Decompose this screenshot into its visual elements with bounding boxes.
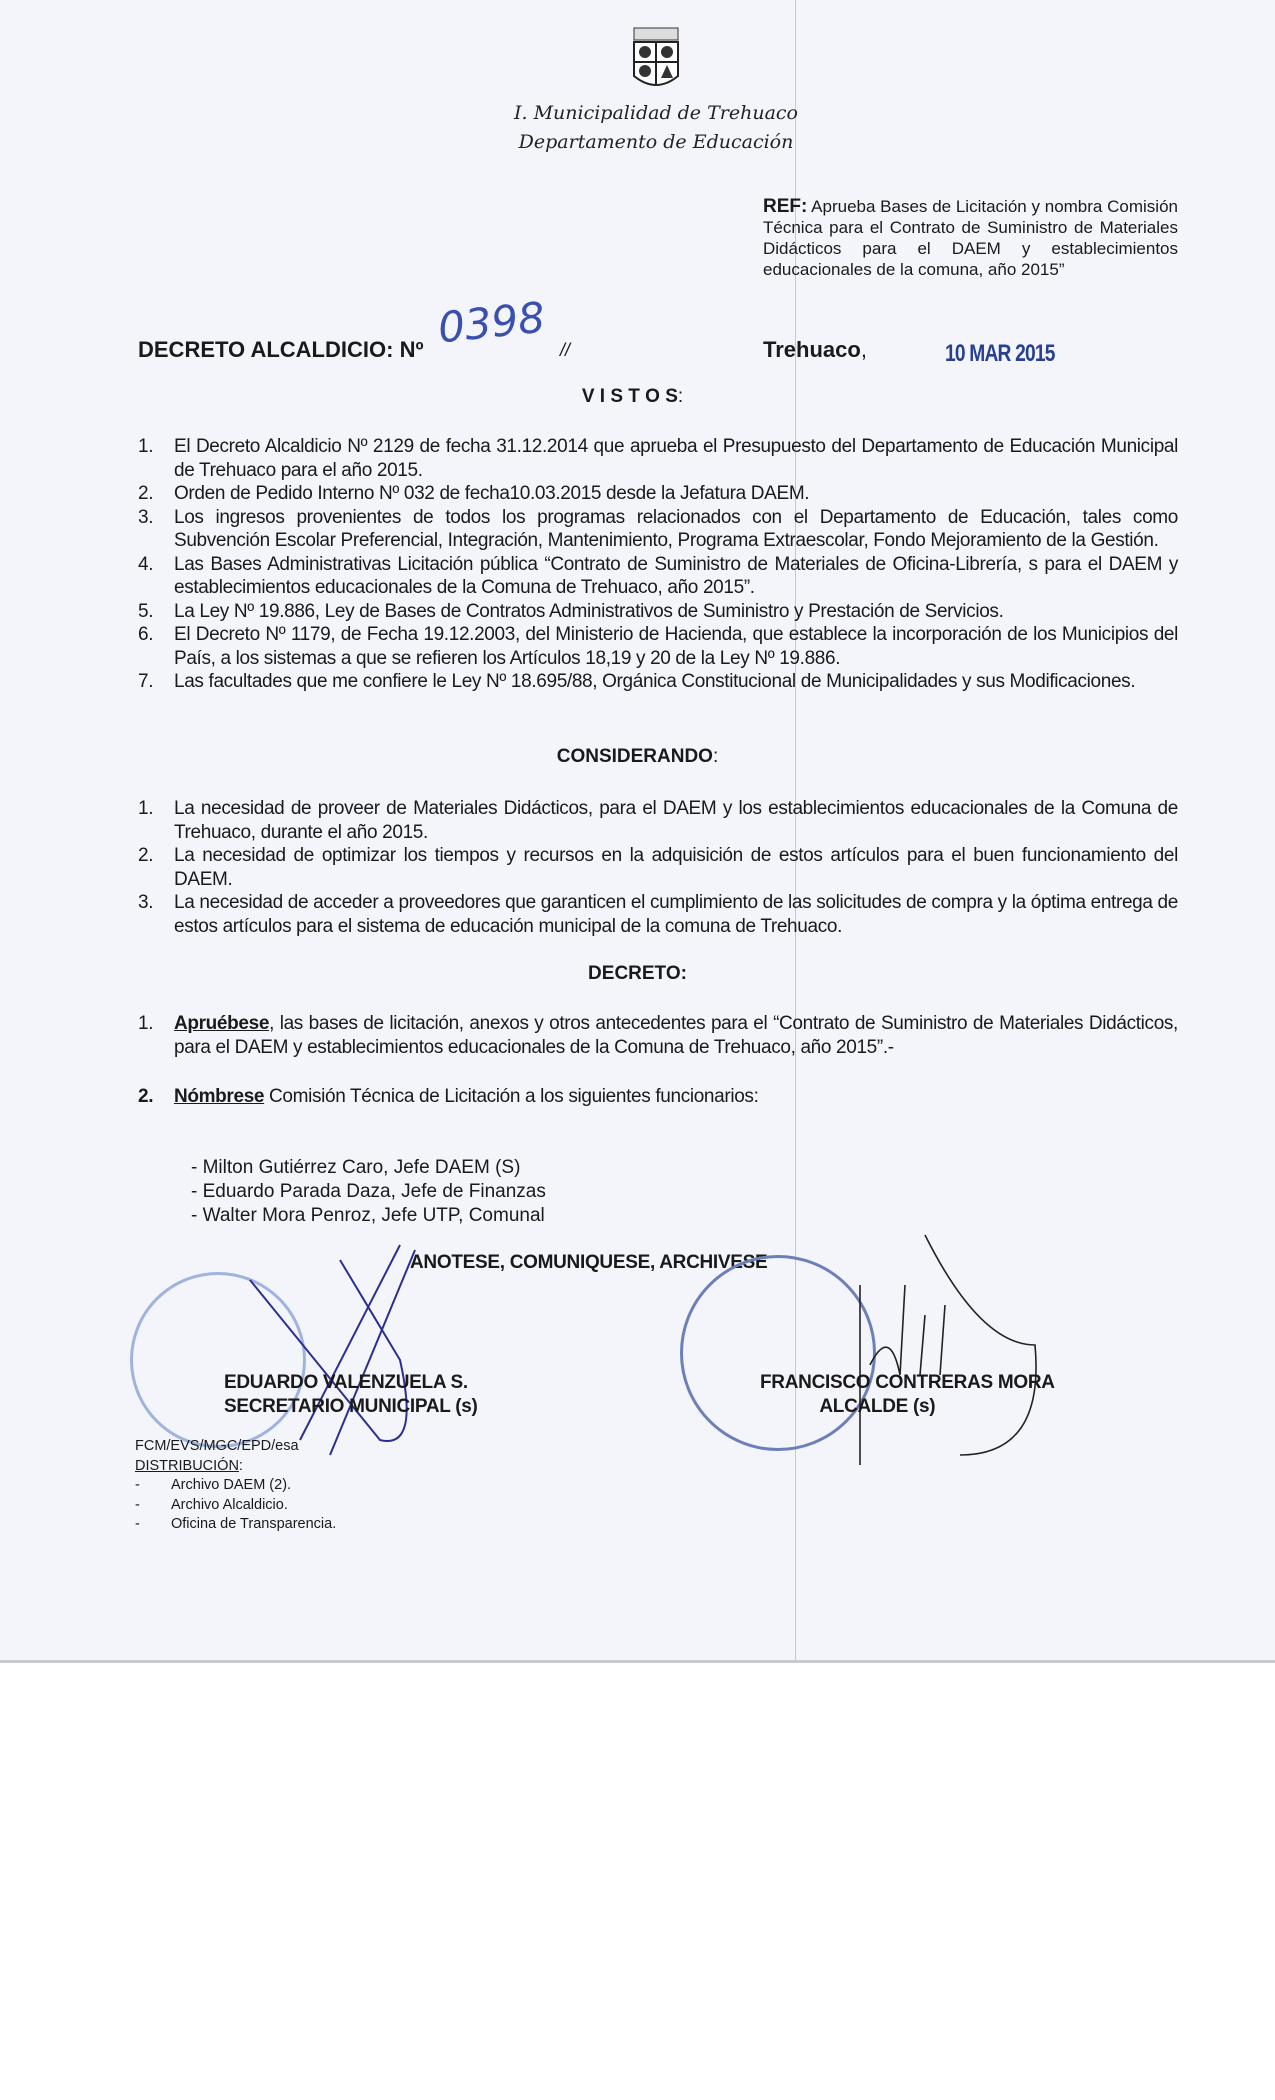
- distribution-item: - Oficina de Transparencia.: [135, 1516, 337, 1532]
- distribution-label: DISTRIBUCIÓN:: [135, 1457, 243, 1474]
- list-item: 2. La necesidad de optimizar los tiempos y recursos en la adquisición de estos artículos para el buen funcionamiento del DAEM.: [138, 845, 1178, 890]
- decreto-list: [138, 1012, 1178, 1109]
- list-item: 3. La necesidad de acceder a proveedores que garanticen el cumplimiento de las solicitudes de compra y la óptima entrega de estos artículos para el sistema de educación municipal de la comuna de Trehuaco.: [138, 892, 1178, 937]
- list-item: 5. La Ley Nº 19.886, Ley de Bases de Contratos Administrativos de Suministro y Prestación de Servicios.: [138, 600, 1004, 622]
- decree-label: DECRETO ALCALDICIO: [138, 337, 387, 362]
- distribution-item: - Archivo DAEM (2).: [135, 1477, 292, 1493]
- place-label: Trehuaco,: [763, 337, 867, 362]
- list-item: 1. Apruébese, las bases de licitación, anexos y otros antecedentes para el “Contrato de Suministro de Materiales Didácticos, para el DAEM y establecimientos educacionales de la Comuna de Trehuaco, año 2015”.-: [138, 1013, 1178, 1058]
- mayor-signature: [830, 1225, 1050, 1485]
- vistos-list: [138, 435, 1178, 694]
- considerando-list: [138, 797, 1178, 938]
- list-item: 1. El Decreto Alcaldicio Nº 2129 de fecha 31.12.2014 que aprueba el Presupuesto del Departamento de Educación Municipal de Trehuaco para el año 2015.: [138, 436, 1178, 481]
- ref-text: Aprueba Bases de Licitación y nombra Comisión Técnica para el Contrato de Suministro de Materiales Didácticos para el DAEM y establecimientos educacionales de la comuna, año 2015”: [763, 197, 1178, 279]
- decree-number-line: [138, 337, 424, 363]
- list-item: 3. Los ingresos provenientes de todos los programas relacionados con el Departamento de Educación, tales como Subvención Escolar Preferencial, Integración, Mantenimiento, Programa Extraescolar, Fondo Mejoramiento de la Gestión.: [138, 506, 1178, 551]
- secretary-signature: [240, 1240, 440, 1460]
- date-stamp: 10 MAR 2015: [945, 340, 1055, 367]
- mayor-title: ALCALDE (s): [819, 1396, 936, 1417]
- coat-of-arms-logo: [626, 26, 686, 96]
- member-item: - Walter Mora Penroz, Jefe UTP, Comunal: [191, 1205, 545, 1226]
- handwritten-decree-number: 0398: [435, 292, 548, 353]
- member-item: - Eduardo Parada Daza, Jefe de Finanzas: [191, 1181, 546, 1202]
- list-item: 2. Nómbrese Comisión Técnica de Licitación a los siguientes funcionarios:: [138, 1086, 759, 1107]
- decreto-heading: DECRETO:: [588, 963, 687, 984]
- vistos-heading: V I S T O S:: [581, 386, 684, 407]
- decree-no-label: : Nº: [386, 337, 424, 362]
- member-item: - Milton Gutiérrez Caro, Jefe DAEM (S): [191, 1157, 521, 1178]
- list-item: 6. El Decreto Nº 1179, de Fecha 19.12.2003, del Ministerio de Hacienda, que establece la incorporación de los Municipios del País, a los sistemas a que se refieren los Artículos 18,19 y 20 de la Ley Nº 19.886.: [138, 624, 1178, 669]
- secretary-name: EDUARDO VALENZUELA S.: [224, 1372, 468, 1393]
- decree-suffix: //: [560, 340, 571, 360]
- commission-members: [191, 1156, 546, 1228]
- mayor-name: FRANCISCO CONTRERAS MORA: [760, 1372, 1055, 1393]
- ref-label: REF:: [763, 196, 808, 217]
- mayor-signature-block: [760, 1371, 1055, 1419]
- distribution-item: - Archivo Alcaldicio.: [135, 1496, 288, 1513]
- list-item: 7. Las facultades que me confiere le Ley Nº 18.695/88, Orgánica Constitucional de Municipalidades y sus Modificaciones.: [138, 671, 1136, 692]
- initials: FCM/EVS/MGC/EPD/esa: [135, 1438, 299, 1454]
- list-item: 2. Orden de Pedido Interno Nº 032 de fecha10.03.2015 desde la Jefatura DAEM.: [138, 483, 810, 504]
- list-item: 4. Las Bases Administrativas Licitación pública “Contrato de Suministro de Materiales de Oficina-Librería, s para el DAEM y establecimientos educacionales de la Comuna de Trehuaco, año 2015”.: [138, 553, 1178, 598]
- closing-line: ANOTESE, COMUNIQUESE, ARCHIVESE: [410, 1252, 768, 1273]
- list-item: 1. La necesidad de proveer de Materiales Didácticos, para el DAEM y los establecimientos educacionales de la Comuna de Trehuaco, durante el año 2015.: [138, 798, 1178, 843]
- considerando-heading: CONSIDERANDO:: [556, 746, 719, 767]
- secretary-title: SECRETARIO MUNICIPAL (s): [224, 1396, 478, 1417]
- secretary-signature-block: [224, 1371, 478, 1419]
- header-municipality: I. Municipalidad de Trehuaco: [514, 102, 798, 124]
- distribution-block: [135, 1437, 336, 1535]
- header-department: Departamento de Educación: [518, 131, 794, 153]
- reference-block: [763, 196, 1178, 280]
